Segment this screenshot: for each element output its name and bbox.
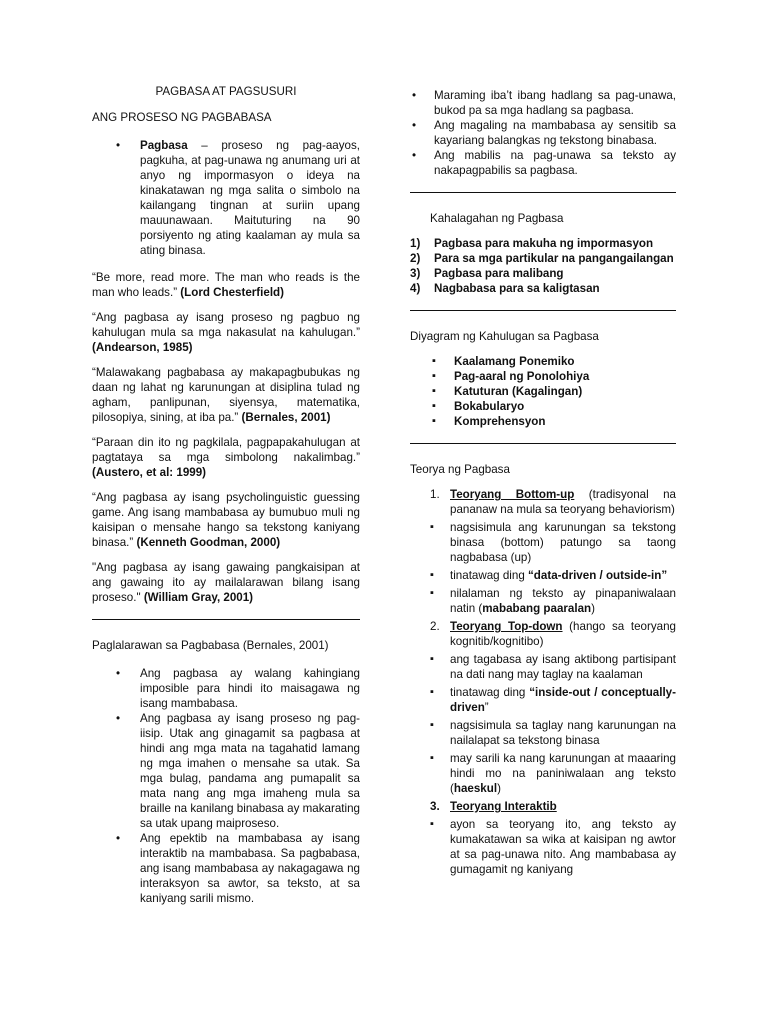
section-divider	[92, 619, 360, 620]
list-item: • Ang epektib na mambabasa ay isang interaktib na mambabasa. Sa pagbabasa, ang isang mambabasa ay nakagagawa ng interaksyon sa awtor, sa teksto, at sa kaniyang sarili mismo.	[92, 831, 360, 906]
list-item: ▪ Bokabularyo	[430, 399, 676, 414]
theory-bullet: ▪ nagsisimula sa taglay nang karunungan na nailalapat sa tekstong binasa	[410, 718, 676, 748]
section-heading-teorya: Teorya ng Pagbasa	[410, 463, 510, 476]
quote-citation: (Lord Chesterfield)	[180, 286, 285, 299]
list-item: • Ang pagbasa ay isang proseso ng pag-iisip. Utak ang ginagamit sa pagbasa at hindi ang mga mata na tagahatid lamang ng mga imahen o mensahe sa utak. Sa mga bulag, pandama ang pumapalit sa mata nang ang mga imaheng mula sa braille na kanilang binabasa ay makarating sa utak upang maiproseso.	[92, 711, 360, 831]
theory-bullet: ▪ ayon sa teoryang ito, ang teksto ay kumakatawan sa wika at kaisipan ng awtor at sa pag-unawa nito. Ang mambabasa ay gumagamit ng kaniyang	[410, 817, 676, 877]
list-item: ▪ Pag-aaral ng Ponolohiya	[430, 369, 676, 384]
quote: “Malawakang pagbabasa ay makapagbubukas ng daan ng lahat ng karunungan at disiplina tulad ng agham, panlipunan, siyensya, matematika, pilosopiya, sining, at iba pa.” (Bernales, 2001)	[92, 366, 360, 424]
section-heading-proseso: ANG PROSESO NG PAGBABASA	[92, 111, 272, 124]
quote-citation: (Andearson, 1985)	[92, 341, 193, 354]
theory-bullet: ▪ nilalaman ng teksto ay pinapaniwalaan natin (mababang paaralan)	[410, 586, 676, 616]
quote-citation: (Bernales, 2001)	[241, 411, 331, 424]
theory-title: Teoryang Top-down	[450, 620, 563, 633]
theory-bullet: ▪ may sarili ka nang karunungan at maaaring hindi mo na paniniwalaan ang teksto (haeskul)	[410, 751, 676, 796]
theory-title: Teoryang Interaktib	[450, 800, 557, 813]
quote: “Be more, read more. The man who reads is the man who leads.” (Lord Chesterfield)	[92, 271, 360, 299]
list-item: • Ang magaling na mambabasa ay sensitib sa kayariang balangkas ng tekstong binabasa.	[410, 118, 676, 148]
document-title: PAGBASA AT PAGSUSURI	[155, 85, 297, 98]
quote: “Paraan din ito ng pagkilala, pagpapakahulugan at pagtataya sa mga simbolong nakalimbag.” (Austero, et al: 1999)	[92, 436, 360, 479]
list-item: 1) Pagbasa para makuha ng impormasyon	[410, 237, 654, 250]
list-item: ▪ Katuturan (Kagalingan)	[430, 384, 676, 399]
list-item: • Ang mabilis na pag-unawa sa teksto ay nakapagpabilis sa pagbasa.	[410, 148, 676, 178]
quote: “Ang pagbasa ay isang proseso ng pagbuo ng kahulugan mula sa mga nakasulat na kahulugan.” (Andearson, 1985)	[92, 311, 360, 354]
theory-bullet: ▪ nagsisimula ang karunungan sa tekstong binasa (bottom) patungo sa taong nagbabasa (up)	[410, 520, 676, 565]
theory-bullet: ▪ tinatawag ding “inside-out / conceptually-driven”	[410, 685, 676, 715]
section-divider	[410, 443, 676, 444]
list-item: • Ang pagbasa ay walang kahingiang imposible para hindi ito maisagawa ng isang mambabasa.	[92, 666, 360, 711]
definition-term: Pagbasa	[140, 139, 188, 152]
theory-bullet: ▪ tinatawag ding “data-driven / outside-in”	[410, 568, 676, 583]
right-column	[410, 88, 676, 880]
theory-title: Teoryang Bottom-up	[450, 488, 575, 501]
section-heading-kahalagahan: Kahalagahan ng Pagbasa	[430, 212, 564, 225]
quote-citation: (William Gray, 2001)	[143, 591, 254, 604]
section-heading-paglalarawan: Paglalarawan sa Pagbabasa (Bernales, 2001)	[92, 639, 329, 652]
theory-bullet: ▪ ang tagabasa ay isang aktibong partisipant na dati nang may taglay na kaalaman	[410, 652, 676, 682]
list-item: ▪ Kaalamang Ponemiko	[430, 354, 676, 369]
definition-list	[92, 138, 360, 258]
quote: "Ang pagbasa ay isang gawaing pangkaisipan at ang gawaing ito ay mailalarawan bilang isang proseso." (William Gray, 2001)	[92, 561, 360, 604]
list-item: ▪ Komprehensyon	[430, 414, 676, 429]
quote-citation: (Kenneth Goodman, 2000)	[136, 536, 281, 549]
list-item: 2) Para sa mga partikular na pangangailangan	[410, 252, 674, 265]
diagram-list	[410, 354, 676, 429]
list-item: • Maraming iba’t ibang hadlang sa pag-unawa, bukod pa sa mga hadlang sa pagbasa.	[410, 88, 676, 118]
left-column	[92, 84, 360, 918]
list-item: 4) Nagbabasa para sa kaligtasan	[410, 282, 600, 295]
continued-list	[410, 88, 676, 178]
theory-item: 2. Teoryang Top-down (hango sa teoryang kognitib/kognitibo)	[430, 620, 676, 648]
definition-text: – proseso ng pag-aayos, pagkuha, at pag-unawa ng anumang uri at anyo ng impormasyon o ideya na kinakatawan ng mga salita o simbolo na kailangang tingnan at suriin upang mauunawaan. Maituturing na 90 porsiyento ng ating kaalaman ay mula sa ating binasa.	[140, 139, 360, 257]
section-heading-diyagram: Diyagram ng Kahulugan sa Pagbasa	[410, 330, 599, 343]
definition-item	[92, 138, 360, 258]
quote: “Ang pagbasa ay isang psycholinguistic guessing game. Ang isang mambabasa ay bumubuo muli ng kaisipan o mensahe hango sa tekstong kaniyang binasa.” (Kenneth Goodman, 2000)	[92, 491, 360, 549]
theory-list	[410, 487, 676, 877]
importance-list	[410, 236, 676, 296]
section-divider	[410, 310, 676, 311]
quote-citation: (Austero, et al: 1999)	[92, 466, 207, 479]
section-divider	[410, 192, 676, 193]
list-item: 3) Pagbasa para malibang	[410, 267, 564, 280]
theory-item: 1. Teoryang Bottom-up (tradisyonal na pananaw na mula sa teoryang behaviorism)	[430, 488, 677, 516]
theory-item: 3. Teoryang Interaktib	[430, 800, 557, 813]
paglalarawan-list	[92, 666, 360, 906]
